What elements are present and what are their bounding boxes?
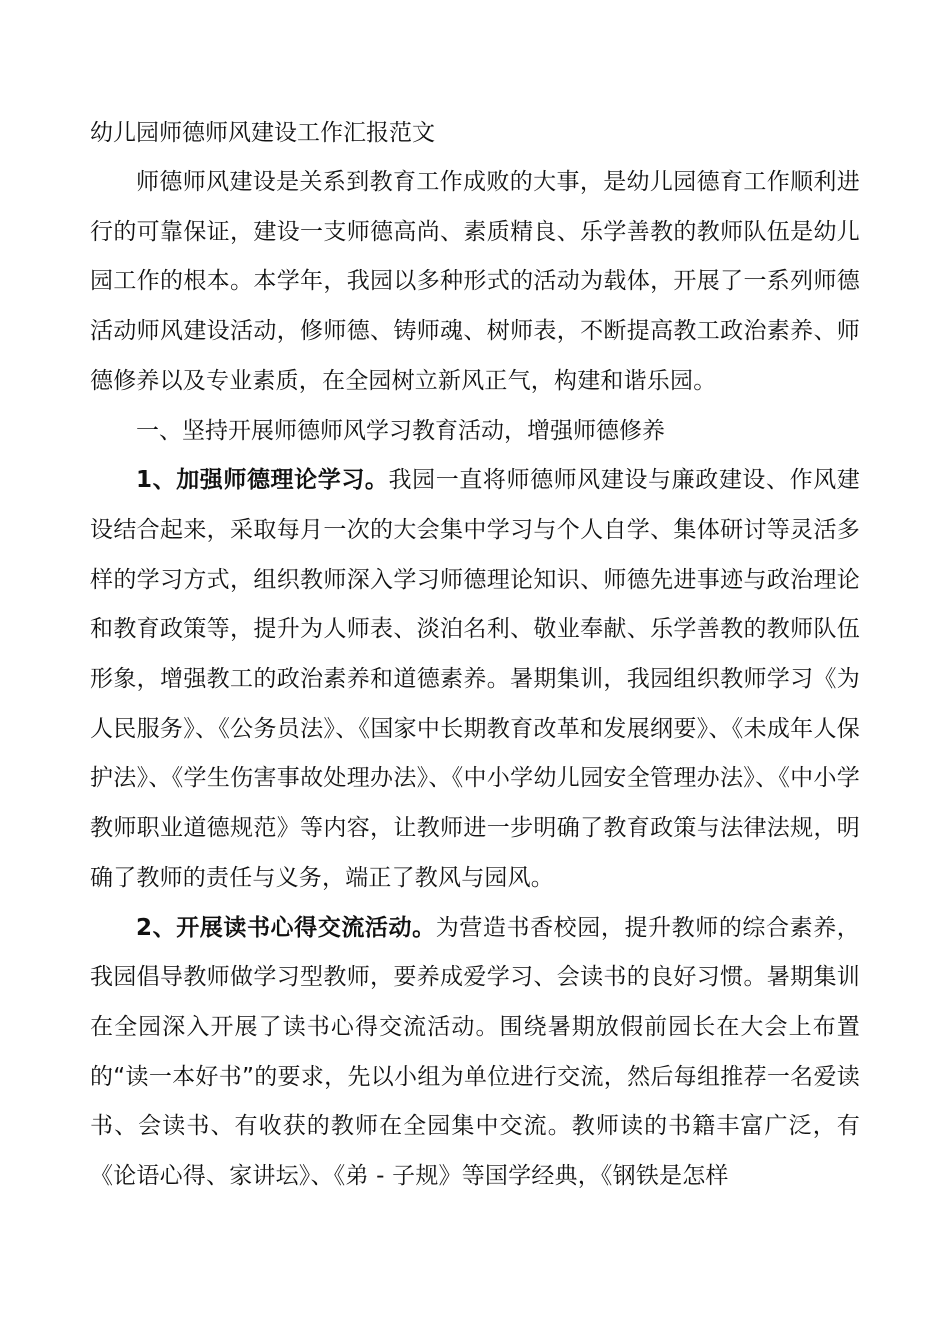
item-2-lead: 2、开展读书心得交流活动。 xyxy=(136,914,436,941)
item-1-lead: 1、加强师德理论学习。 xyxy=(136,467,389,494)
document-title: 幼儿园师德师风建设工作汇报范文 xyxy=(90,120,435,146)
section-heading: 一、坚持开展师德师风学习教育活动，增强师德修养 xyxy=(136,417,665,444)
document-page xyxy=(90,108,860,1202)
item-1-body: 我园一直将师德师风建设与廉政建设、作风建设结合起来，采取每月一次的大会集中学习与个人自学、集体研讨等灵活多样的学习方式，组织教师深入学习师德理论知识、师德先进事迹与政治理论和教育政策等，提升为人师表、淡泊名利、敬业奉献、乐学善教的教师队伍形象，增强教工的政治素养和道德素养。暑期集训，我园组织教师学习《为人民服务》、《公务员法》、《国家中长期教育改革和发展纲要》、《未成年人保护法》、《学生伤害事故处理办法》、《中小学幼儿园安全管理办法》、《中小学教师职业道德规范》等内容，让教师进一步明确了教育政策与法律法规，明确了教师的责任与义务，端正了教风与园风。 xyxy=(90,467,860,891)
intro-paragraph: 师德师风建设是关系到教育工作成败的大事，是幼儿园德育工作顺利进行的可靠保证，建设一支师德高尚、素质精良、乐学善教的教师队伍是幼儿园工作的根本。本学年，我园以多种形式的活动为载体，开展了一系列师德活动师风建设活动，修师德、铸师魂、树师表，不断提高教工政治素养、师德修养以及专业素质，在全园树立新风正气，构建和谐乐园。 xyxy=(90,169,860,394)
item-1-paragraph xyxy=(90,456,860,903)
item-2-paragraph xyxy=(90,904,860,1202)
item-2-body: 为营造书香校园，提升教师的综合素养，我园倡导教师做学习型教师，要养成爱学习、会读书的良好习惯。暑期集训在全园深入开展了读书心得交流活动。围绕暑期放假前园长在大会上布置的“读一本好书”的要求，先以小组为单位进行交流，然后每组推荐一名爱读书、会读书、有收获的教师在全园集中交流。教师读的书籍丰富广泛，有《论语心得、家讲坛》、《弟 - 子规》等国学经典，《钢铁是怎样 xyxy=(90,914,860,1190)
